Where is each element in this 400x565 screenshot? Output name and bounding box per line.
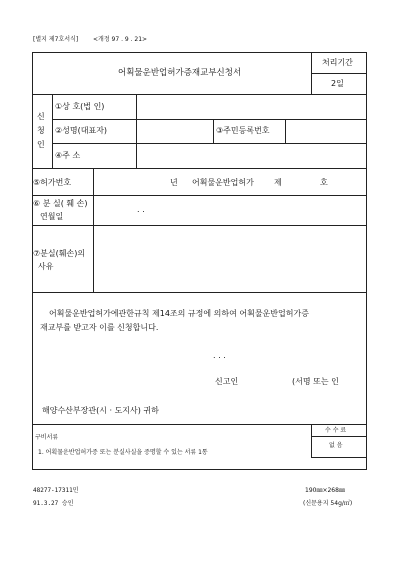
processing-period-label: 처리기간 [322,58,353,67]
id-number-label: ③주민등록번호 [216,126,270,135]
attachments-label: 구비서류 [35,434,59,441]
id-number-field[interactable] [287,121,364,141]
statement-line-1: 어획물운반업허가에관한규칙 제14조의 규정에 의하여 어획물운반업허가증 [49,309,309,318]
applicant-signature-field[interactable] [246,375,286,388]
application-date-dots: . . . [213,351,226,360]
footer-form-code: 48277-17311민 [33,487,79,494]
permit-year-suffix: 년 [170,178,178,187]
applicant-signature-label: 신고인 [215,377,239,386]
loss-date-label-1: ⑥ 분 실( 훼 손) [33,199,88,208]
address-field[interactable] [138,145,364,166]
trade-name-label: ①상 호(법 인) [55,102,105,111]
applicant-label-2: 청 [37,126,45,135]
applicant-label-3: 인 [37,140,45,149]
permit-no-suffix: 호 [320,178,328,187]
footer-paper-type: (신문용지 54g/㎡) [303,500,353,507]
permit-kind: 어획물운반업허가 [192,178,254,187]
loss-reason-field[interactable] [95,227,364,290]
form-number: [별지 제7호서식] [33,36,79,43]
form-title: 어획물운반업허가증재교부신청서 [118,68,242,78]
applicant-name-label: ②성명(대표자) [55,126,108,135]
loss-date-field[interactable] [95,197,364,223]
processing-period-value: 2일 [331,79,344,88]
loss-reason-label-2: 사유 [38,262,54,271]
recipient: 해양수산부장관(시 · 도지사) 귀하 [42,406,159,415]
revision-note: <개정 97 . 9 . 21> [93,36,148,43]
trade-name-field[interactable] [138,96,364,116]
fee-value: 없 음 [329,442,343,449]
fee-label: 수 수 료 [325,427,347,434]
applicant-label-1: 신 [37,112,45,121]
loss-reason-label-1: ⑦분실(훼손)의 [33,249,86,258]
loss-date-label-2: 연월일 [40,212,64,221]
statement-line-2: 재교부를 받고자 이를 신청합니다. [40,323,159,332]
loss-date-dots: . . [137,205,145,214]
signature-note: (서명 또는 인 [292,377,339,386]
permit-no-prefix: 제 [274,178,282,187]
footer-paper-size: 190㎜×268㎜ [305,487,345,494]
attachment-item-1: 1. 어획물운반업허가증 또는 분실사실을 증명할 수 있는 서류 1통 [38,449,208,456]
applicant-name-field[interactable] [138,121,211,141]
footer-approval: 91.3.27 승인 [33,500,74,507]
address-label: ④주 소 [55,151,81,160]
permit-number-label: ⑤허가번호 [33,178,72,187]
